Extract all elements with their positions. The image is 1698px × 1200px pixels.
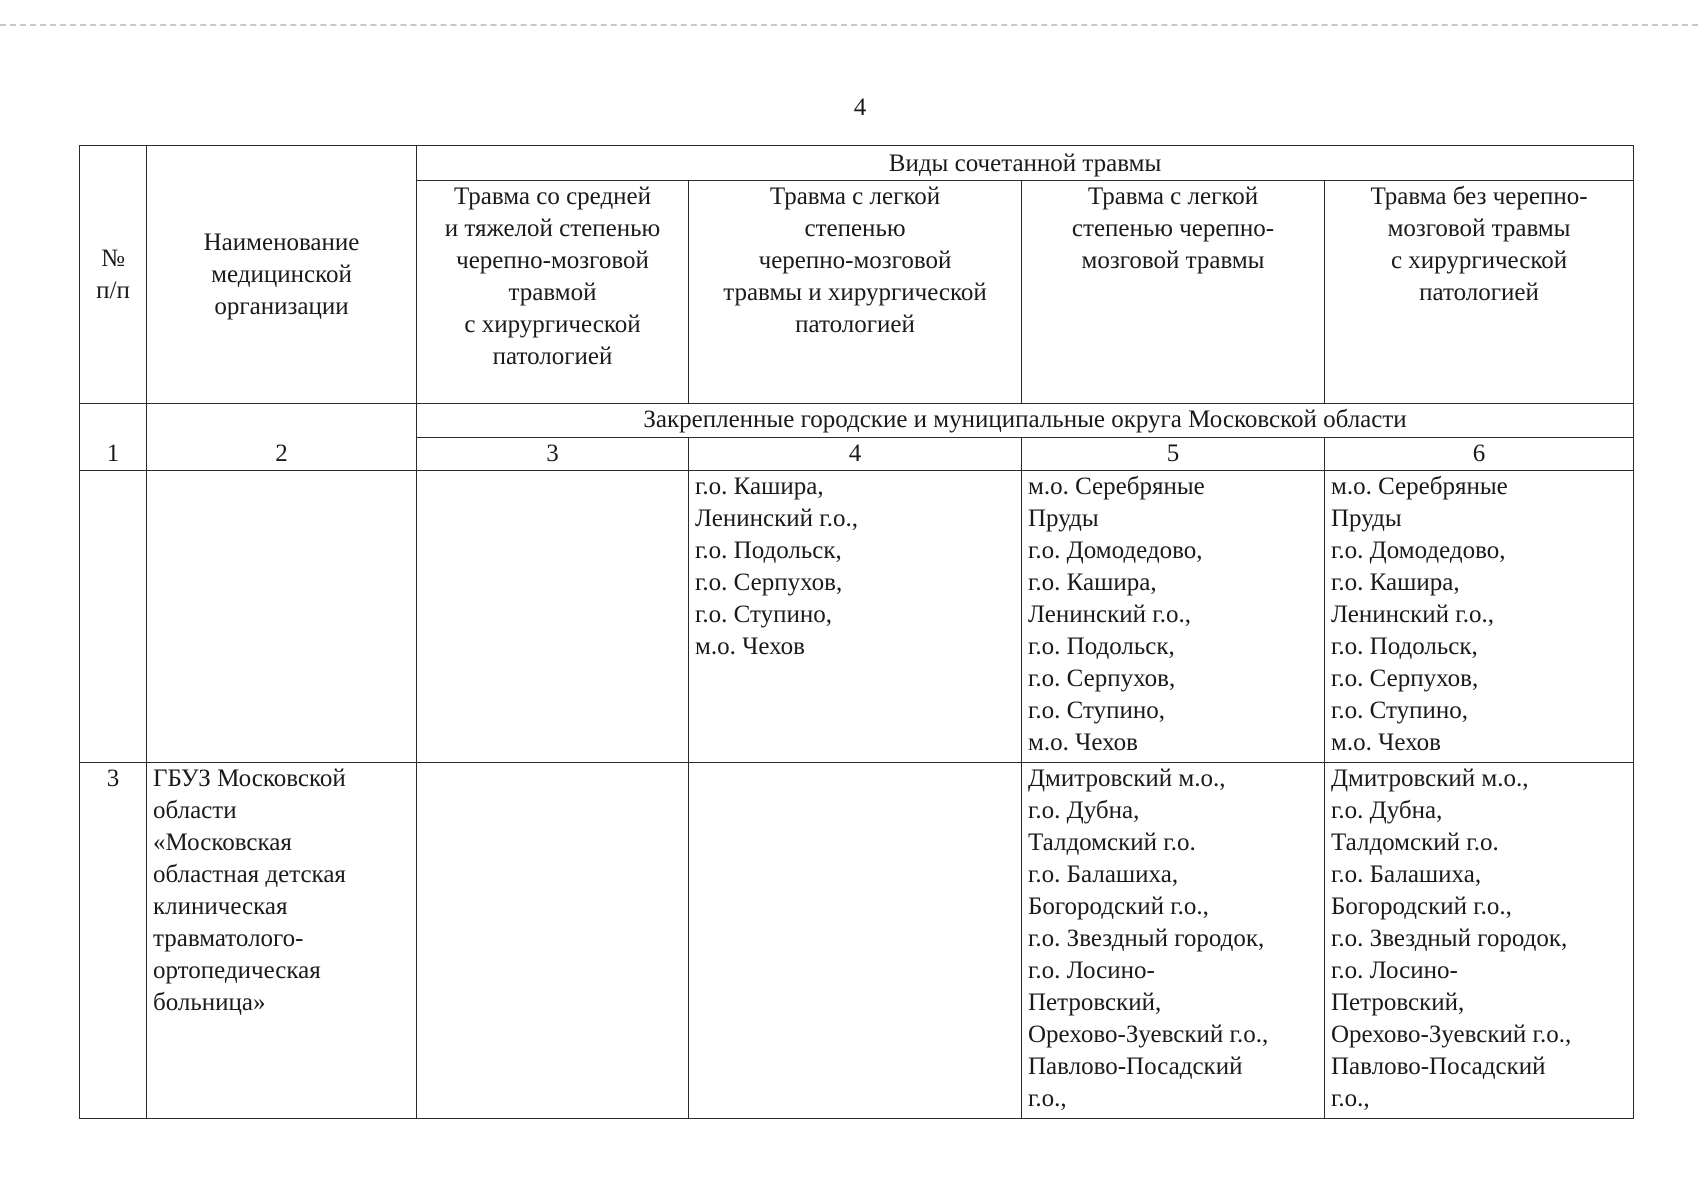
text-line: м.о. Чехов bbox=[1028, 729, 1138, 756]
kind-header-4 bbox=[1325, 181, 1634, 404]
text-line: г.о. Балашиха, bbox=[1028, 861, 1179, 888]
text-line: п/п bbox=[96, 276, 130, 304]
row-num bbox=[80, 471, 147, 763]
assignment-table bbox=[79, 145, 1634, 1119]
text-line: Пруды bbox=[1331, 505, 1402, 532]
text-line: Орехово-Зуевский г.о., bbox=[1331, 1021, 1572, 1048]
text-line: г.о. Серпухов, bbox=[1028, 665, 1176, 692]
text-line: г.о. Кашира, bbox=[1331, 569, 1460, 596]
text-line: «Московская bbox=[153, 829, 292, 856]
kind-header-1 bbox=[417, 181, 689, 404]
text-line: Дмитровский м.о., bbox=[1331, 765, 1529, 792]
text-line: г.о. Подольск, bbox=[695, 537, 842, 564]
text-line: Ленинский г.о., bbox=[695, 505, 858, 532]
text-line: черепно-мозговой bbox=[456, 247, 649, 274]
text-line: больница» bbox=[153, 989, 266, 1016]
text-line: г.о. Дубна, bbox=[1331, 797, 1443, 824]
col-number-1: 1 bbox=[80, 404, 147, 471]
text-line: м.о. Чехов bbox=[695, 633, 805, 660]
text-line: г.о. Домодедово, bbox=[1331, 537, 1506, 564]
row-cell-3 bbox=[417, 763, 689, 1119]
text-line: мозговой травмы bbox=[1081, 247, 1265, 274]
row-cell-5 bbox=[1022, 471, 1325, 763]
text-line: Петровский, bbox=[1331, 989, 1465, 1016]
text-line: № bbox=[101, 244, 125, 272]
text-line: г.о. Балашиха, bbox=[1331, 861, 1482, 888]
row-cell-6 bbox=[1325, 763, 1634, 1119]
text-line: организации bbox=[214, 292, 349, 320]
text-line: г.о. Дубна, bbox=[1028, 797, 1140, 824]
text-line: м.о. Серебряные bbox=[1028, 473, 1205, 500]
text-line: г.о. Подольск, bbox=[1028, 633, 1175, 660]
row-cell-4 bbox=[689, 763, 1022, 1119]
col-number-3: 3 bbox=[417, 438, 689, 471]
text-line: г.о. Лосино- bbox=[1028, 957, 1155, 984]
col-number-5: 5 bbox=[1022, 438, 1325, 471]
scan-edge-line bbox=[0, 24, 1698, 26]
text-line: Богородский г.о., bbox=[1331, 893, 1512, 920]
text-line: Талдомский г.о. bbox=[1331, 829, 1499, 856]
text-line: Травма с легкой bbox=[1087, 183, 1259, 210]
text-line: мозговой травмы bbox=[1387, 215, 1571, 242]
text-line: и тяжелой степенью bbox=[444, 215, 661, 242]
text-line: г.о. Звездный городок, bbox=[1028, 925, 1265, 952]
table-row bbox=[80, 763, 1634, 1119]
text-line: с хирургической bbox=[1390, 247, 1568, 274]
text-line: Богородский г.о., bbox=[1028, 893, 1209, 920]
kind-header-3 bbox=[1022, 181, 1325, 404]
text-line: г.о. Домодедово, bbox=[1028, 537, 1203, 564]
text-line: м.о. Серебряные bbox=[1331, 473, 1508, 500]
row-cell-6 bbox=[1325, 471, 1634, 763]
text-line: Травма без черепно- bbox=[1370, 183, 1588, 210]
col-number-4: 4 bbox=[689, 438, 1022, 471]
row-cell-5 bbox=[1022, 763, 1325, 1119]
text-line: г.о., bbox=[1331, 1085, 1370, 1112]
text-line: черепно-мозговой bbox=[758, 247, 952, 274]
text-line: степенью bbox=[804, 215, 906, 242]
header-row-sub bbox=[80, 404, 1634, 438]
text-line: г.о., bbox=[1028, 1085, 1067, 1112]
text-line: области bbox=[153, 797, 237, 824]
text-line: патологией bbox=[492, 343, 613, 370]
text-line: г.о. Серпухов, bbox=[1331, 665, 1479, 692]
text-line: Талдомский г.о. bbox=[1028, 829, 1196, 856]
text-line: с хирургической bbox=[464, 311, 641, 338]
row-cell-3 bbox=[417, 471, 689, 763]
text-line: г.о. Ступино, bbox=[1028, 697, 1166, 724]
text-line: патологией bbox=[1419, 279, 1539, 306]
text-line: ГБУЗ Московской bbox=[153, 765, 346, 792]
page-number: 4 bbox=[853, 94, 867, 121]
text-line: клиническая bbox=[153, 893, 288, 920]
text-line: областная детская bbox=[153, 861, 346, 888]
text-line: г.о. Ступино, bbox=[1331, 697, 1469, 724]
text-line: Наименование bbox=[203, 228, 360, 256]
text-line: медицинской bbox=[211, 260, 352, 288]
text-line: Пруды bbox=[1028, 505, 1099, 532]
group-header: Виды сочетанной травмы bbox=[417, 146, 1634, 181]
header-row-group bbox=[80, 146, 1634, 181]
text-line: степенью черепно- bbox=[1071, 215, 1275, 242]
text-line: Петровский, bbox=[1028, 989, 1162, 1016]
text-line: г.о. Лосино- bbox=[1331, 957, 1458, 984]
text-line: патологией bbox=[795, 311, 915, 338]
text-line: травмой bbox=[508, 279, 597, 306]
table-row bbox=[80, 471, 1634, 763]
text-line: Дмитровский м.о., bbox=[1028, 765, 1226, 792]
text-line: г.о. Ступино, bbox=[695, 601, 833, 628]
text-line: ортопедическая bbox=[153, 957, 321, 984]
col-name-header bbox=[147, 146, 417, 404]
subheader: Закрепленные городские и муниципальные округа Московской области bbox=[417, 404, 1634, 438]
row-num: 3 bbox=[80, 763, 147, 1119]
row-org-name bbox=[147, 763, 417, 1119]
row-cell-4 bbox=[689, 471, 1022, 763]
col-num-header bbox=[80, 146, 147, 404]
text-line: травматолого- bbox=[153, 925, 304, 952]
col-number-2: 2 bbox=[147, 404, 417, 471]
text-line: Травма с легкой bbox=[769, 183, 941, 210]
text-line: г.о. Кашира, bbox=[695, 473, 824, 500]
col-number-6: 6 bbox=[1325, 438, 1634, 471]
text-line: Травма со средней bbox=[453, 183, 652, 210]
text-line: г.о. Кашира, bbox=[1028, 569, 1157, 596]
text-line: Ленинский г.о., bbox=[1028, 601, 1191, 628]
kind-header-2 bbox=[689, 181, 1022, 404]
text-line: Павлово-Посадский bbox=[1331, 1053, 1546, 1080]
text-line: м.о. Чехов bbox=[1331, 729, 1441, 756]
text-line: Орехово-Зуевский г.о., bbox=[1028, 1021, 1269, 1048]
text-line: г.о. Подольск, bbox=[1331, 633, 1478, 660]
text-line: Ленинский г.о., bbox=[1331, 601, 1494, 628]
text-line: Павлово-Посадский bbox=[1028, 1053, 1243, 1080]
text-line: г.о. Серпухов, bbox=[695, 569, 843, 596]
text-line: г.о. Звездный городок, bbox=[1331, 925, 1568, 952]
text-line: травмы и хирургической bbox=[723, 279, 987, 306]
row-org-name bbox=[147, 471, 417, 763]
